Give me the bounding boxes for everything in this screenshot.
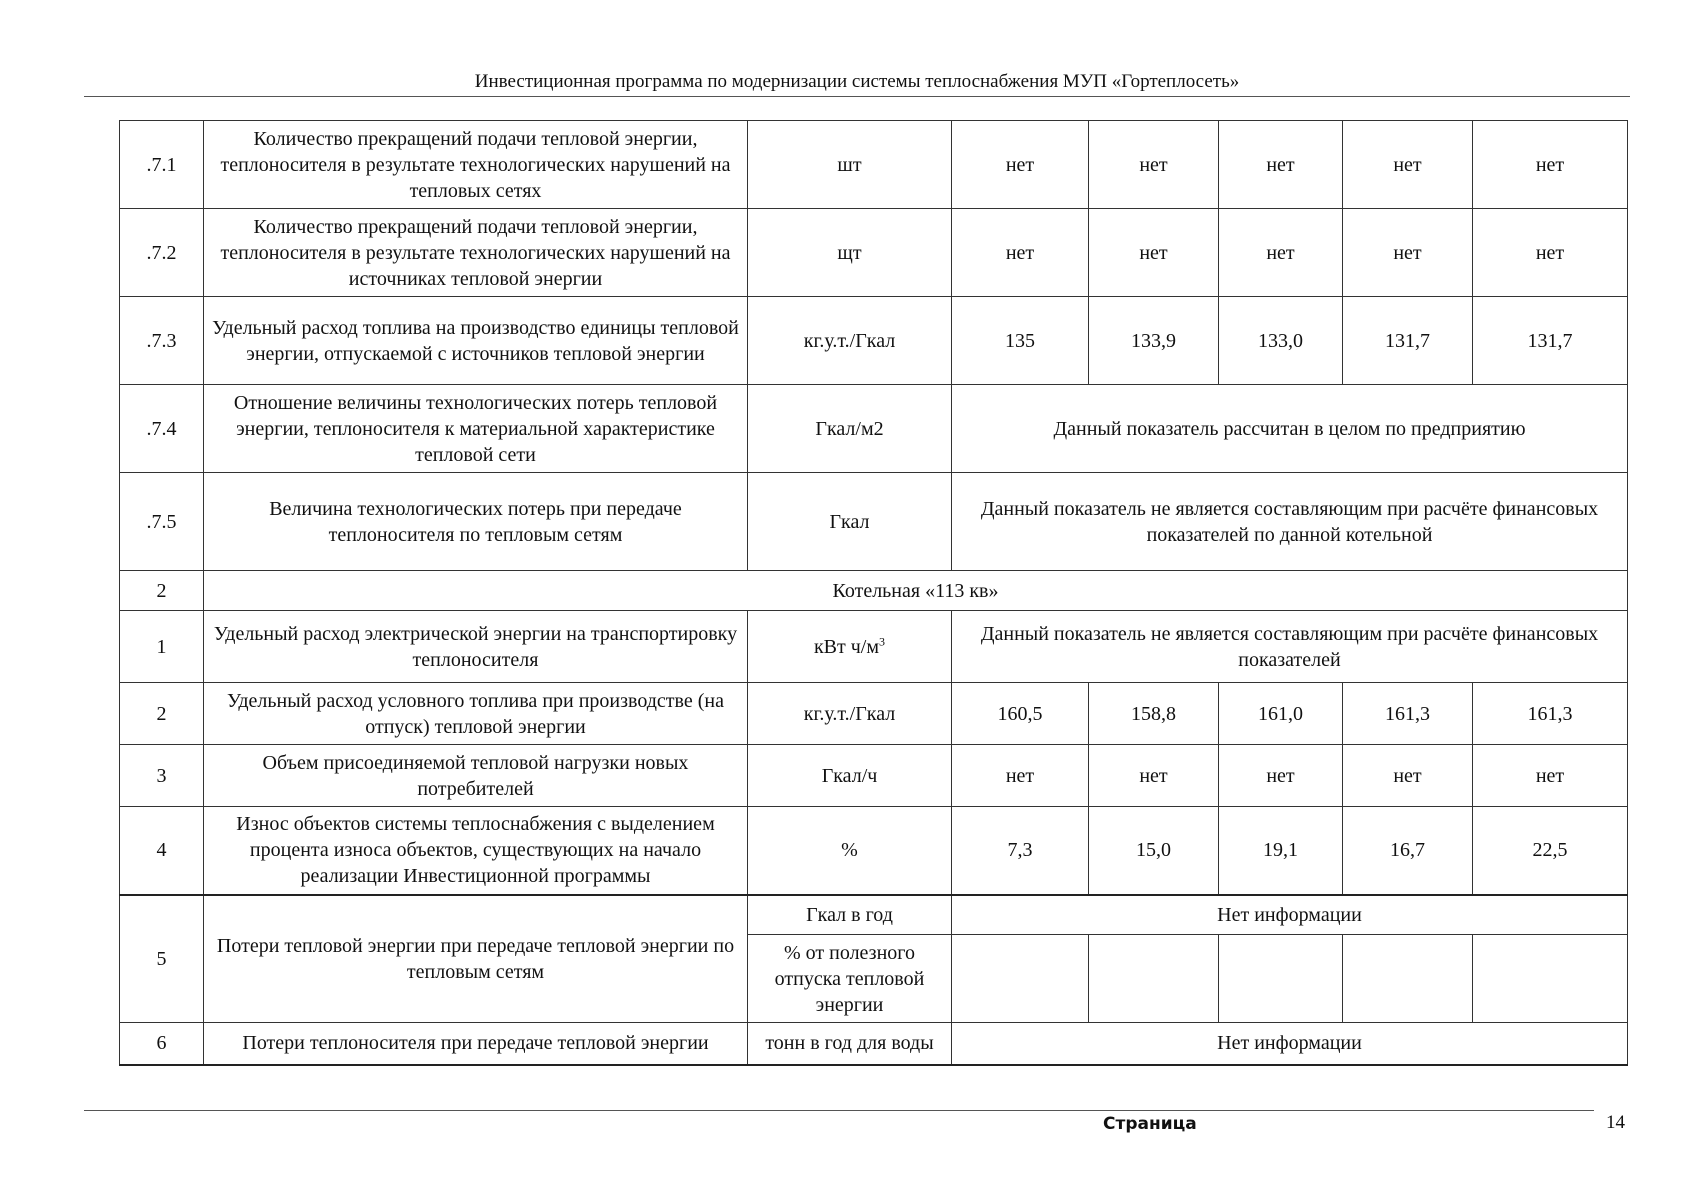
row-value: нет [1473,745,1628,807]
row-value: 133,9 [1089,297,1219,385]
empty-cell [1219,935,1343,1023]
row-value: 16,7 [1343,807,1473,895]
row-number: .7.2 [120,209,204,297]
row-number: 2 [120,683,204,745]
row-number: .7.1 [120,121,204,209]
row-description: Величина технологических потерь при передаче теплоносителя по тепловым сетям [204,473,748,571]
page-number: 14 [1606,1112,1625,1133]
merged-note: Данный показатель рассчитан в целом по предприятию [952,385,1628,473]
row-number: .7.5 [120,473,204,571]
row-number: 4 [120,807,204,895]
section-title: Котельная «113 кв» [204,571,1628,611]
row-description: Количество прекращений подачи тепловой энергии, теплоносителя в результате технологических нарушений на источниках тепловой энергии [204,209,748,297]
row-number: 3 [120,745,204,807]
row-unit: тонн в год для воды [748,1023,952,1065]
document-header-title: Инвестиционная программа по модернизации системы теплоснабжения МУП «Гортеплосеть» [474,71,1240,92]
row-value: 7,3 [952,807,1089,895]
merged-note: Нет информации [952,1023,1628,1065]
indicators-table [119,120,1628,1066]
row-description: Отношение величины технологических потерь тепловой энергии, теплоносителя к материальной характеристике тепловой сети [204,385,748,473]
row-unit: % от полезного отпуска тепловой энергии [748,935,952,1023]
row-value: 160,5 [952,683,1089,745]
footer-divider [84,1110,1594,1111]
row-unit: % [748,807,952,895]
row-value: нет [1089,121,1219,209]
table-row [120,683,1628,745]
row-value: нет [952,209,1089,297]
row-unit [748,611,952,683]
row-value: нет [1343,745,1473,807]
row-description: Потери тепловой энергии при передаче тепловой энергии по тепловым сетям [204,895,748,1023]
row-description: Удельный расход электрической энергии на транспортировку теплоносителя [204,611,748,683]
row-value: нет [1343,209,1473,297]
row-value: нет [1473,209,1628,297]
row-value: нет [952,121,1089,209]
row-value: нет [1473,121,1628,209]
row-value: 133,0 [1219,297,1343,385]
table-row [120,1023,1628,1065]
merged-note: Данный показатель не является составляющим при расчёте финансовых показателей [952,611,1628,683]
row-description: Потери теплоносителя при передаче тепловой энергии [204,1023,748,1065]
row-value: 131,7 [1343,297,1473,385]
row-unit: шт [748,121,952,209]
merged-note: Данный показатель не является составляющим при расчёте финансовых показателей по данной котельной [952,473,1628,571]
row-unit: Гкал/ч [748,745,952,807]
table-row [120,473,1628,571]
row-value: 161,3 [1473,683,1628,745]
row-description: Износ объектов системы теплоснабжения с выделением процента износа объектов, существующих на начало реализации Инвестиционной программы [204,807,748,895]
table-row [120,209,1628,297]
row-description: Количество прекращений подачи тепловой энергии, теплоносителя в результате технологических нарушений на тепловых сетях [204,121,748,209]
footer-page-label: Страница [1103,1114,1197,1134]
row-number: .7.3 [120,297,204,385]
row-value: 19,1 [1219,807,1343,895]
header-divider [84,96,1630,97]
row-value: 158,8 [1089,683,1219,745]
section-number: 2 [120,571,204,611]
section-row [120,571,1628,611]
row-unit: кг.у.т./Гкал [748,297,952,385]
row-value: нет [1343,121,1473,209]
empty-cell [1473,935,1628,1023]
row-value: нет [1219,745,1343,807]
table-row [120,611,1628,683]
row-value: нет [1219,121,1343,209]
row-value: 135 [952,297,1089,385]
unit-text: кВт ч/м [813,635,880,658]
row-value: 161,3 [1343,683,1473,745]
table-row [120,745,1628,807]
table-row [120,297,1628,385]
row-description: Объем присоединяемой тепловой нагрузки новых потребителей [204,745,748,807]
row-unit: Гкал в год [748,895,952,935]
unit-superscript: 3 [879,633,886,648]
row-unit: щт [748,209,952,297]
row-unit: Гкал/м2 [748,385,952,473]
row-number: .7.4 [120,385,204,473]
row-unit: Гкал [748,473,952,571]
row-value: нет [1089,209,1219,297]
row-description: Удельный расход топлива на производство единицы тепловой энергии, отпускаемой с источников тепловой энергии [204,297,748,385]
row-value: 161,0 [1219,683,1343,745]
merged-note: Нет информации [952,895,1628,935]
row-description: Удельный расход условного топлива при производстве (на отпуск) тепловой энергии [204,683,748,745]
table-row [120,385,1628,473]
table-row [120,895,1628,935]
empty-cell [1343,935,1473,1023]
table-row [120,807,1628,895]
row-value: 131,7 [1473,297,1628,385]
row-value: 15,0 [1089,807,1219,895]
row-number: 6 [120,1023,204,1065]
row-value: нет [1219,209,1343,297]
row-value: нет [1089,745,1219,807]
row-unit: кг.у.т./Гкал [748,683,952,745]
table-row [120,121,1628,209]
row-number: 5 [120,895,204,1023]
row-value: нет [952,745,1089,807]
row-value: 22,5 [1473,807,1628,895]
row-number: 1 [120,611,204,683]
empty-cell [952,935,1089,1023]
empty-cell [1089,935,1219,1023]
